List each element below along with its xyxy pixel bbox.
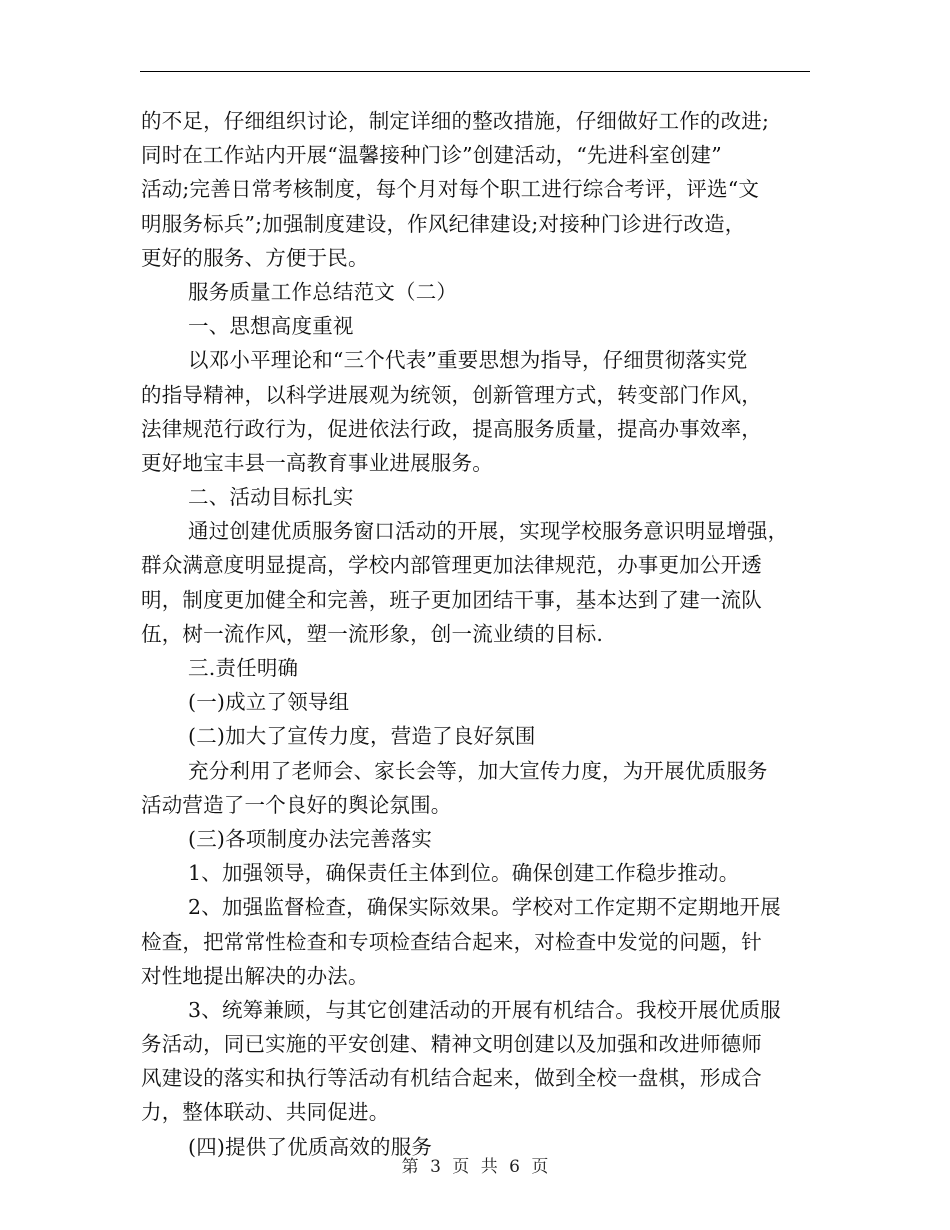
text-line: 力，整体联动、共同促进。 [141, 1100, 390, 1125]
text-line: 活动营造了一个良好的舆论氛围。 [141, 792, 452, 817]
heading-3: 三.责任明确 [188, 656, 299, 680]
body-text [141, 104, 813, 1164]
list-item: 2、加强监督检查，确保实际效果。学校对工作定期不定期地开展 [188, 895, 781, 920]
heading-2: 二、活动目标扎实 [188, 485, 354, 510]
text-line: 更好的服务、方便于民。 [141, 245, 369, 270]
subheading: (一)成立了领导组 [188, 690, 350, 715]
header-rule [140, 71, 810, 72]
text-line: 风建设的落实和执行等活动有机结合起来，做到全校一盘棋，形成合 [141, 1066, 762, 1091]
text-line: 活动;完善日常考核制度，每个月对每个职工进行综合考评，评选“文 [141, 177, 760, 202]
subheading: (二)加大了宣传力度，营造了良好氛围 [188, 724, 536, 749]
text-line: 伍，树一流作风，塑一流形象，创一流业绩的目标. [141, 621, 604, 646]
heading-1: 一、思想高度重视 [188, 314, 354, 339]
text-line: 群众满意度明显提高，学校内部管理更加法律规范，办事更加公开透 [141, 553, 762, 578]
text-line: 明，制度更加健全和完善，班子更加团结干事，基本达到了建一流队 [141, 587, 762, 612]
text-line: 通过创建优质服务窗口活动的开展，实现学校服务意识明显增强， [188, 519, 789, 544]
text-line: 以邓小平理论和“三个代表”重要思想为指导，仔细贯彻落实党 [188, 348, 748, 373]
text-line: 法律规范行政行为，促进依法行政，提高服务质量，提高办事效率， [141, 416, 762, 441]
text-line: 明服务标兵”;加强制度建设，作风纪律建设;对接种门诊进行改造， [141, 211, 746, 236]
list-item: 3、统筹兼顾，与其它创建活动的开展有机结合。我校开展优质服 [188, 997, 781, 1022]
list-item: 1、加强领导，确保责任主体到位。确保创建工作稳步推动。 [188, 861, 740, 886]
page-number: 第 3 页 共 6 页 [401, 1157, 549, 1177]
section-title: 服务质量工作总结范文（二） [188, 279, 458, 304]
subheading: (四)提供了优质高效的服务 [188, 1134, 433, 1159]
text-line: 务活动，同已实施的平安创建、精神文明创建以及加强和改进师德师 [141, 1032, 762, 1057]
text-line: 的不足，仔细组织讨论，制定详细的整改措施，仔细做好工作的改进; [141, 109, 770, 133]
text-line: 检查，把常常性检查和专项检查结合起来，对检查中发觉的问题，针 [141, 929, 762, 954]
text-line: 的指导精神，以科学进展观为统领，创新管理方式，转变部门作风， [141, 382, 762, 407]
text-line: 更好地宝丰县一高教育事业进展服务。 [141, 450, 493, 475]
subheading: (三)各项制度办法完善落实 [188, 826, 433, 851]
text-line: 充分利用了老师会、家长会等，加大宣传力度，为开展优质服务 [188, 758, 768, 783]
text-line: 对性地提出解决的办法。 [141, 963, 369, 988]
text-line: 同时在工作站内开展“温馨接种门诊”创建活动，“先进科室创建” [141, 143, 722, 168]
